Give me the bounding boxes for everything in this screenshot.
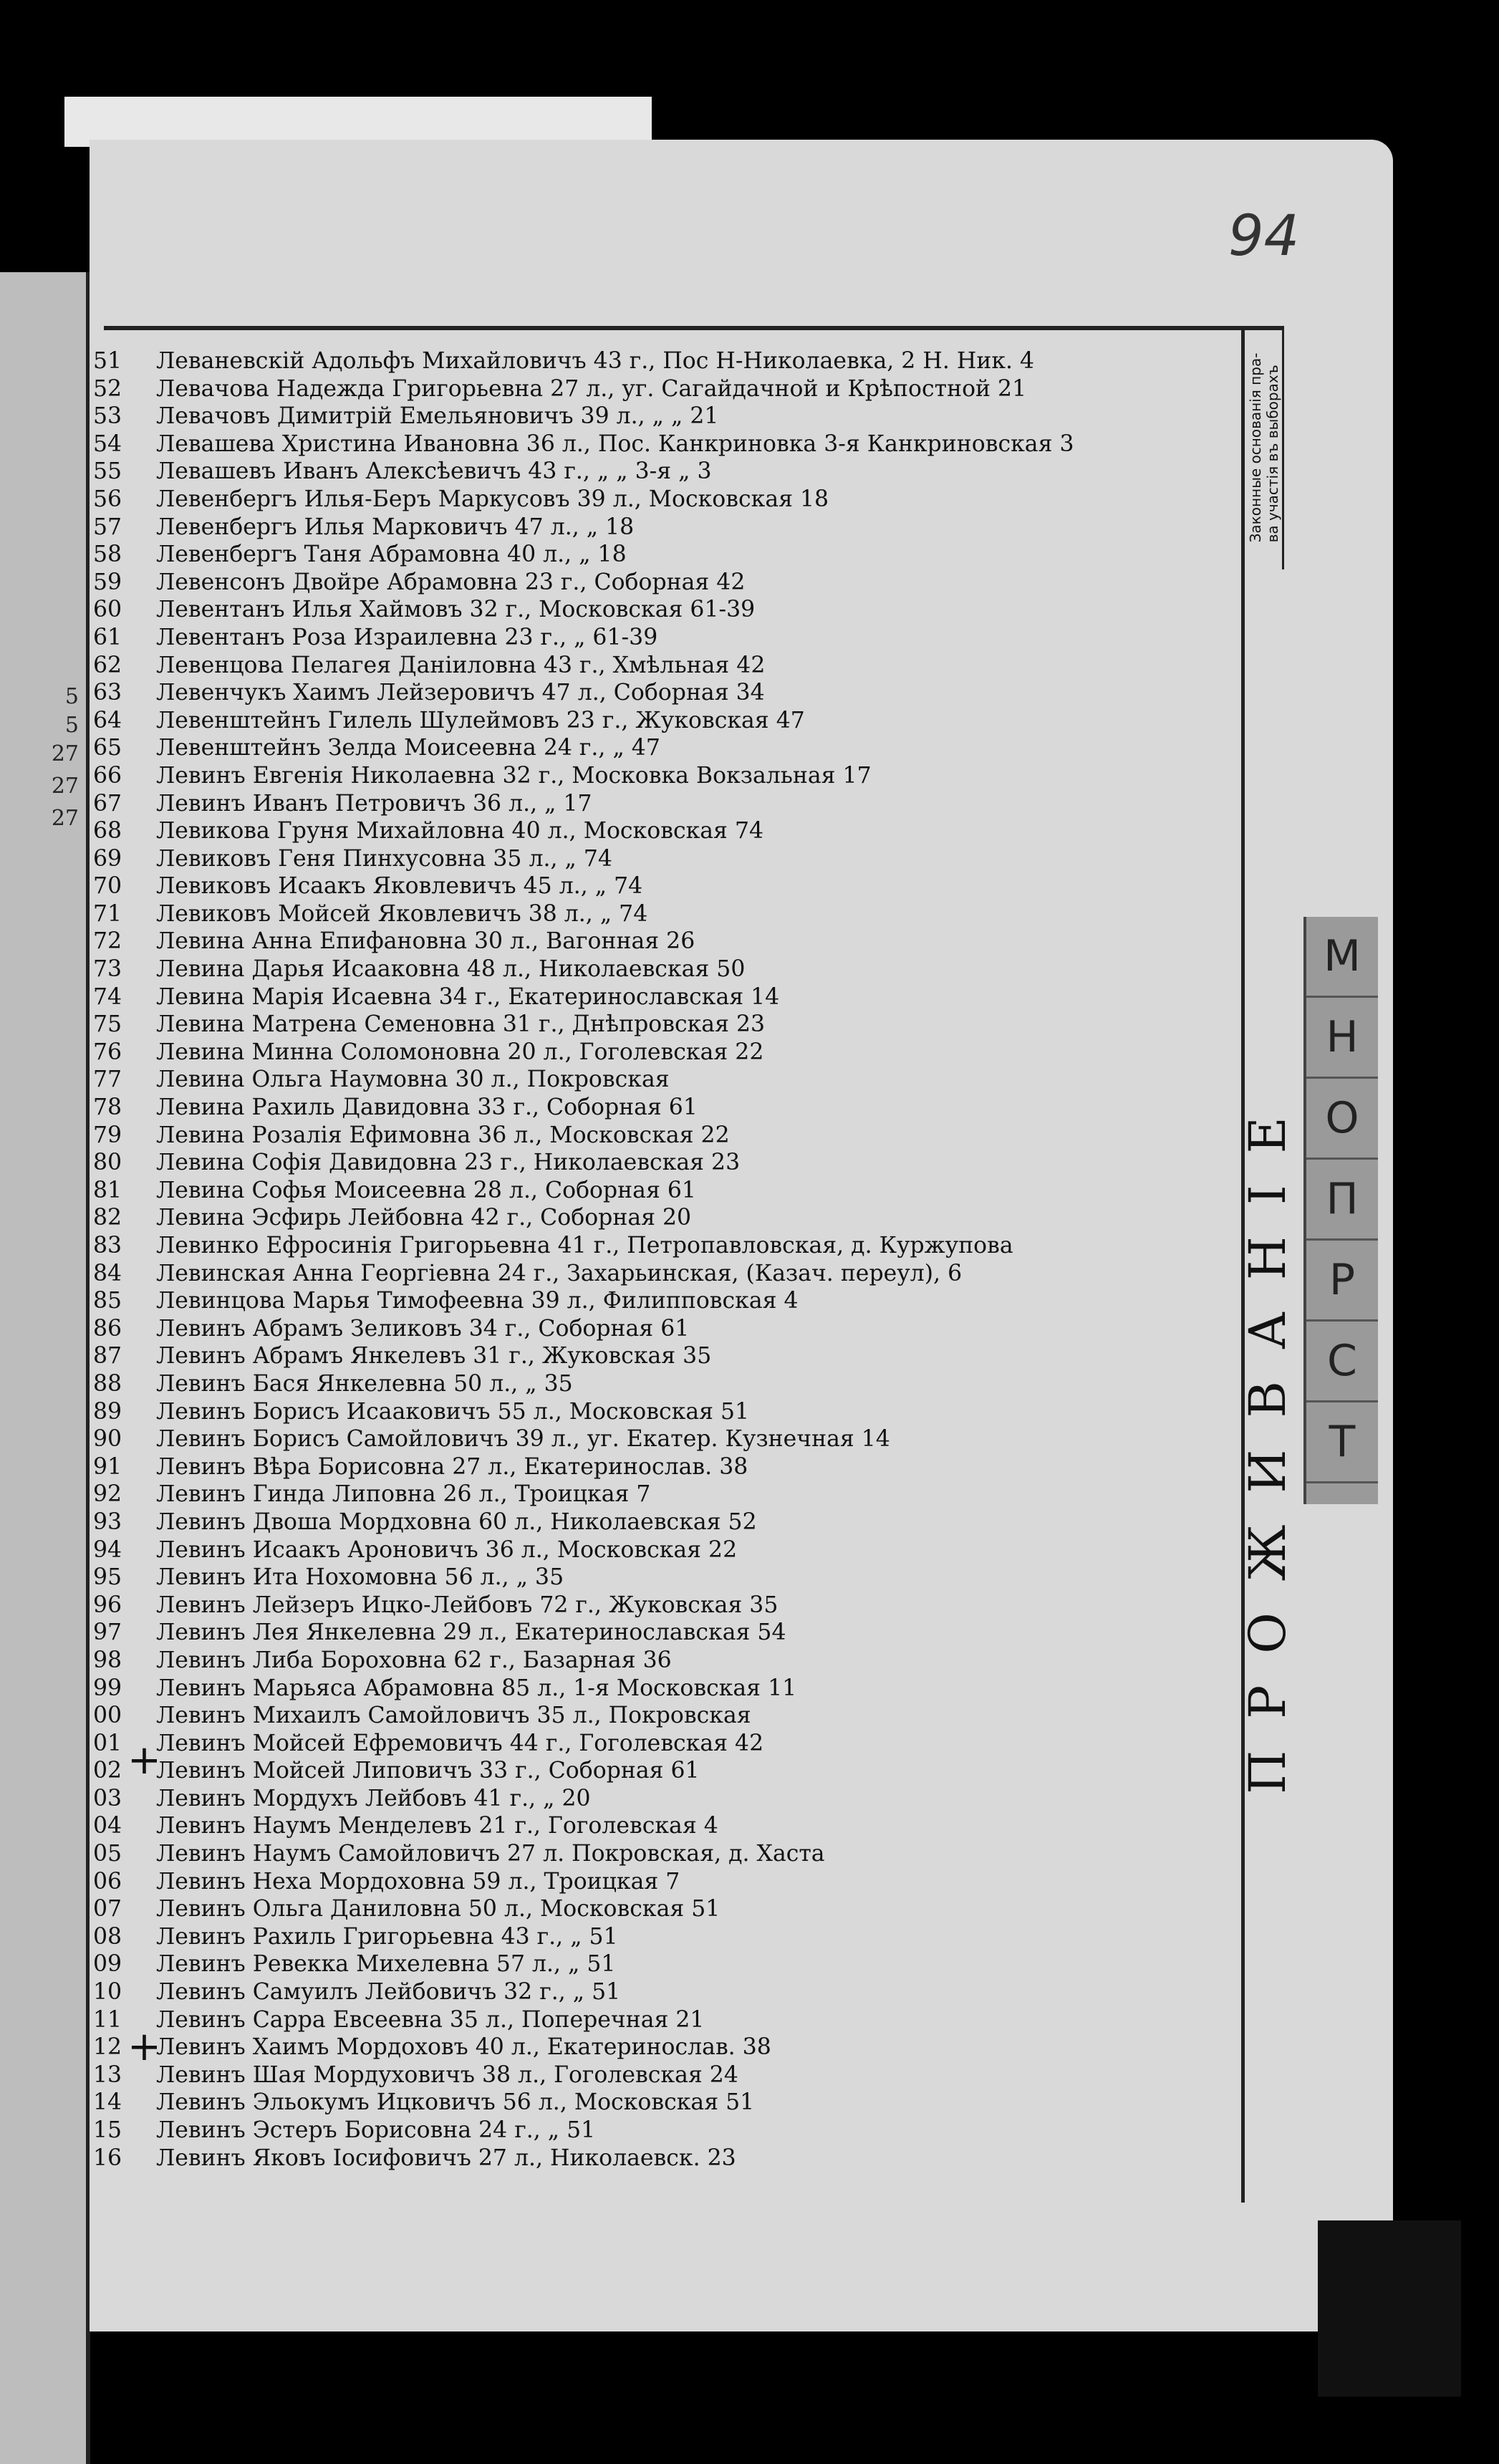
list-item xyxy=(93,1840,1239,1868)
entry-number: 75 xyxy=(93,1011,122,1038)
list-item xyxy=(93,1923,1239,1951)
handwritten-cross-mark: + xyxy=(127,2023,161,2070)
entry-number: 05 xyxy=(93,1841,122,1867)
entry-text: Левентанъ Роза Израилевна 23 г., „ 61-39 xyxy=(156,624,658,650)
index-tab: Т xyxy=(1306,1402,1378,1483)
list-item xyxy=(93,1342,1239,1370)
index-tab: Р xyxy=(1306,1241,1378,1322)
list-item xyxy=(93,872,1239,900)
entry-number: 86 xyxy=(93,1315,122,1342)
entry-text: Левинъ Наумъ Самойловичъ 27 л. Покровская, д. Хаста xyxy=(156,1841,825,1867)
entry-number: 80 xyxy=(93,1150,122,1176)
entry-text: Левинъ Эстеръ Борисовна 24 г., „ 51 xyxy=(156,2117,596,2143)
list-item xyxy=(93,1204,1239,1232)
entry-number: 84 xyxy=(93,1260,122,1286)
entry-text: Левенчукъ Хаимъ Лейзеровичъ 47 л., Соборная 34 xyxy=(156,680,765,706)
entry-text: Левинъ Мойсей Липовичъ 33 г., Соборная 61 xyxy=(156,1758,700,1784)
entry-number: 81 xyxy=(93,1177,122,1203)
entry-number: 02 xyxy=(93,1758,122,1784)
entry-text: Левина Ольга Наумовна 30 л., Покровская xyxy=(156,1067,670,1093)
list-item xyxy=(93,1149,1239,1177)
prev-page-number: 27 xyxy=(51,774,79,799)
entry-number: 77 xyxy=(93,1067,122,1093)
entry-number: 68 xyxy=(93,818,122,844)
entry-text: Левинская Анна Георгіевна 24 г., Захарьинская, (Казач. переул), 6 xyxy=(156,1260,963,1286)
entry-text: Левинъ Исаакъ Ароновичъ 36 л., Московская 22 xyxy=(156,1536,738,1563)
list-item xyxy=(93,1675,1239,1703)
entry-number: 54 xyxy=(93,430,122,457)
entry-number: 92 xyxy=(93,1481,122,1508)
list-item xyxy=(93,403,1239,430)
entry-text: Левина Матрена Семеновна 31 г., Днѣпровская 23 xyxy=(156,1011,766,1038)
entry-text: Левенбергъ Илья-Беръ Маркусовъ 39 л., Московская 18 xyxy=(156,486,829,512)
prev-page-number: 5 xyxy=(64,713,79,738)
entry-number: 91 xyxy=(93,1453,122,1480)
scan-dark-corner xyxy=(1318,2220,1461,2397)
entry-number: 94 xyxy=(93,1536,122,1563)
list-item xyxy=(93,734,1239,762)
entry-text: Левинъ Лейзеръ Ицко-Лейбовъ 72 г., Жуковская 35 xyxy=(156,1592,779,1618)
entry-text: Левачовъ Димитрій Емельяновичъ 39 л., „ „ 21 xyxy=(156,403,719,430)
list-item xyxy=(93,1950,1239,1978)
entry-number: 78 xyxy=(93,1094,122,1121)
entry-number: 03 xyxy=(93,1785,122,1811)
folio-number: 94 xyxy=(1228,204,1300,269)
entry-text: Левинъ Ревекка Михелевна 57 л., „ 51 xyxy=(156,1951,616,1978)
list-item xyxy=(93,2145,1239,2172)
entry-number: 93 xyxy=(93,1508,122,1535)
entry-number: 79 xyxy=(93,1122,122,1148)
list-item xyxy=(93,541,1239,569)
list-item xyxy=(93,624,1239,652)
entry-number: 57 xyxy=(93,514,122,540)
entry-number: 95 xyxy=(93,1564,122,1591)
list-item xyxy=(93,430,1239,458)
entry-text: Левинъ Ольга Даниловна 50 л., Московская 51 xyxy=(156,1896,720,1922)
list-item xyxy=(93,1481,1239,1508)
list-item xyxy=(93,817,1239,845)
index-tab: Н xyxy=(1306,998,1378,1079)
list-item xyxy=(93,1039,1239,1067)
entry-number: 90 xyxy=(93,1426,122,1453)
entry-text: Левинъ Иванъ Петровичъ 36 л., „ 17 xyxy=(156,790,592,817)
entry-number: 55 xyxy=(93,458,122,485)
list-item xyxy=(93,1619,1239,1647)
list-item xyxy=(93,1011,1239,1039)
column-header xyxy=(1246,329,1282,566)
list-item xyxy=(93,596,1239,624)
entry-text: Левинъ Самуилъ Лейбовичъ 32 г., „ 51 xyxy=(156,1979,621,2006)
entry-number: 82 xyxy=(93,1205,122,1231)
list-item xyxy=(93,1978,1239,2006)
list-item xyxy=(93,1398,1239,1426)
index-tab: О xyxy=(1306,1079,1378,1160)
entry-number: 63 xyxy=(93,680,122,706)
entry-text: Левенбергъ Илья Марковичъ 47 л., „ 18 xyxy=(156,514,635,540)
entry-text: Левинъ Евгенія Николаевна 32 г., Московка Вокзальная 17 xyxy=(156,762,872,789)
entry-number: 06 xyxy=(93,1868,122,1895)
entry-number: 04 xyxy=(93,1813,122,1839)
entry-text: Левинъ Борисъ Самойловичъ 39 л., уг. Екатер. Кузнечная 14 xyxy=(156,1426,890,1453)
list-item xyxy=(93,707,1239,735)
entry-text: Левинъ Эльокумъ Ицковичъ 56 л., Московская 51 xyxy=(156,2089,755,2116)
entry-number: 61 xyxy=(93,624,122,650)
entry-text: Левинъ Рахиль Григорьевна 43 г., „ 51 xyxy=(156,1923,618,1950)
list-item xyxy=(93,956,1239,983)
entry-text: Левина Софія Давидовна 23 г., Николаевская 23 xyxy=(156,1150,741,1176)
list-item xyxy=(93,1260,1239,1288)
entry-text: Левинъ Абрамъ Янкелевъ 31 г., Жуковская 35 xyxy=(156,1343,712,1370)
entry-number: 01 xyxy=(93,1730,122,1756)
list-item xyxy=(93,1647,1239,1675)
list-item xyxy=(93,1370,1239,1398)
entry-text: Левенцова Пелагея Даніиловна 43 г., Хмѣльная 42 xyxy=(156,652,766,678)
list-item xyxy=(93,1177,1239,1205)
list-item xyxy=(93,2006,1239,2034)
index-tab: П xyxy=(1306,1160,1378,1241)
entry-text: Левинъ Гинда Липовна 26 л., Троицкая 7 xyxy=(156,1481,651,1508)
entry-number: 87 xyxy=(93,1343,122,1370)
entry-number: 65 xyxy=(93,735,122,761)
prev-page-number: 27 xyxy=(51,741,79,766)
column-header-line-1: Законные основанія пра- xyxy=(1247,352,1264,543)
entry-text: Левикова Груня Михайловна 40 л., Московская 74 xyxy=(156,818,764,844)
entry-text: Левинъ Абрамъ Зеликовъ 34 г., Соборная 61 xyxy=(156,1315,690,1342)
entry-text: Левина Марія Исаевна 34 г., Екатеринославская 14 xyxy=(156,983,780,1010)
column-header-text xyxy=(1247,353,1281,543)
list-item xyxy=(93,1757,1239,1785)
entry-number: 14 xyxy=(93,2089,122,2116)
entry-number: 07 xyxy=(93,1896,122,1922)
header-rule xyxy=(104,326,1282,330)
list-item xyxy=(93,514,1239,542)
entry-number: 53 xyxy=(93,403,122,430)
entry-number: 98 xyxy=(93,1647,122,1673)
entry-number: 60 xyxy=(93,597,122,623)
entry-number: 08 xyxy=(93,1923,122,1950)
entry-number: 11 xyxy=(93,2006,122,2033)
list-item xyxy=(93,1425,1239,1453)
list-item xyxy=(93,486,1239,514)
entry-text: Левинъ Неха Мордоховна 59 л., Троицкая 7 xyxy=(156,1868,680,1895)
entry-text: Левинъ Ита Нохомовна 56 л., „ 35 xyxy=(156,1564,564,1591)
entry-text: Левинцова Марья Тимофеевна 39 л., Филипповская 4 xyxy=(156,1288,799,1314)
list-item xyxy=(93,1564,1239,1592)
list-item xyxy=(93,1785,1239,1813)
entry-text: Левина Рахиль Давидовна 33 г., Соборная 61 xyxy=(156,1094,698,1121)
entry-text: Левина Минна Соломоновна 20 л., Гоголевская 22 xyxy=(156,1039,764,1065)
entry-text: Левинъ Бася Янкелевна 50 л., „ 35 xyxy=(156,1370,573,1397)
entry-number: 56 xyxy=(93,486,122,512)
entry-number: 16 xyxy=(93,2145,122,2171)
entry-text: Левинъ Либа Бороховна 62 г., Базарная 36 xyxy=(156,1647,672,1673)
list-item xyxy=(93,1895,1239,1923)
entry-number: 97 xyxy=(93,1620,122,1646)
list-item xyxy=(93,1812,1239,1840)
entry-number: 09 xyxy=(93,1951,122,1978)
previous-page-edge xyxy=(0,272,90,2464)
list-item xyxy=(93,652,1239,680)
entry-number: 89 xyxy=(93,1398,122,1425)
list-item xyxy=(93,1122,1239,1150)
list-item xyxy=(93,2061,1239,2089)
entry-text: Леваневскій Адольфъ Михайловичъ 43 г., Пос Н-Николаевка, 2 Н. Ник. 4 xyxy=(156,348,1035,374)
list-item xyxy=(93,2034,1239,2061)
list-item xyxy=(93,679,1239,707)
entry-text: Левина Софья Моисеевна 28 л., Соборная 61 xyxy=(156,1177,696,1203)
list-item xyxy=(93,1315,1239,1343)
entry-number: 12 xyxy=(93,2034,122,2061)
list-item xyxy=(93,1730,1239,1758)
entry-text: Левинъ Сарра Евсеевна 35 л., Поперечная 21 xyxy=(156,2006,705,2033)
column-header-line-2: ва участія въ выборахъ xyxy=(1264,365,1281,543)
entry-text: Левинъ Яковъ Іосифовичъ 27 л., Николаевск. 23 xyxy=(156,2145,736,2171)
entry-text: Левашева Христина Ивановна 36 л., Пос. Канкриновка 3-я Канкриновская 3 xyxy=(156,430,1074,457)
entry-number: 13 xyxy=(93,2061,122,2088)
entry-text: Левина Анна Епифановна 30 л., Вагонная 26 xyxy=(156,928,695,955)
list-item xyxy=(93,347,1239,375)
entry-text: Левенштейнъ Зелда Моисеевна 24 г., „ 47 xyxy=(156,735,660,761)
column-rule-right xyxy=(1282,326,1284,569)
entry-text: Левинъ Наумъ Менделевъ 21 г., Гоголевская 4 xyxy=(156,1813,718,1839)
index-tabs xyxy=(1303,917,1378,1504)
entry-number: 59 xyxy=(93,569,122,595)
list-item xyxy=(93,1592,1239,1620)
entry-number: 69 xyxy=(93,845,122,872)
entry-text: Левинъ Хаимъ Мордоховъ 40 л., Екатеринослав. 38 xyxy=(156,2034,771,2061)
entry-number: 66 xyxy=(93,762,122,789)
list-item xyxy=(93,1453,1239,1481)
entry-text: Левина Розалія Ефимовна 36 л., Московская 22 xyxy=(156,1122,730,1148)
entry-text: Левинъ Лея Янкелевна 29 л., Екатеринославская 54 xyxy=(156,1620,786,1646)
list-item xyxy=(93,790,1239,818)
entry-number: 73 xyxy=(93,956,122,983)
entry-text: Левиковъ Геня Пинхусовна 35 л., „ 74 xyxy=(156,845,612,872)
handwritten-cross-mark: + xyxy=(127,1737,161,1784)
entry-text: Левина Эсфирь Лейбовна 42 г., Соборная 20 xyxy=(156,1205,692,1231)
list-item xyxy=(93,1508,1239,1536)
list-item xyxy=(93,569,1239,597)
entry-text: Левинъ Шая Мордуховичъ 38 л., Гоголевская 24 xyxy=(156,2061,738,2088)
list-item xyxy=(93,1094,1239,1122)
list-item xyxy=(93,2117,1239,2145)
entry-text: Левенсонъ Двойре Абрамовна 23 г., Соборная 42 xyxy=(156,569,746,595)
list-item xyxy=(93,1287,1239,1315)
entry-number: 67 xyxy=(93,790,122,817)
entry-number: 64 xyxy=(93,707,122,733)
list-item xyxy=(93,2089,1239,2117)
entry-number: 85 xyxy=(93,1288,122,1314)
list-item xyxy=(93,928,1239,956)
entry-text: Левенбергъ Таня Абрамовна 40 л., „ 18 xyxy=(156,542,627,568)
entry-number: 58 xyxy=(93,542,122,568)
entry-number: 00 xyxy=(93,1703,122,1729)
entry-text: Левинъ Михаилъ Самойловичъ 35 л., Покровская xyxy=(156,1703,751,1729)
list-item xyxy=(93,1702,1239,1730)
entry-number: 10 xyxy=(93,1979,122,2006)
entry-text: Левашевъ Иванъ Алексѣевичъ 43 г., „ „ 3-я „ 3 xyxy=(156,458,712,485)
entry-number: 51 xyxy=(93,348,122,374)
entry-number: 88 xyxy=(93,1370,122,1397)
entry-text: Левиковъ Мойсей Яковлевичъ 38 л., „ 74 xyxy=(156,900,648,927)
entry-number: 76 xyxy=(93,1039,122,1065)
voter-list xyxy=(93,347,1239,2172)
entry-number: 70 xyxy=(93,873,122,900)
entry-number: 62 xyxy=(93,652,122,678)
entry-number: 99 xyxy=(93,1675,122,1701)
entry-number: 71 xyxy=(93,900,122,927)
entry-text: Левина Дарья Исааковна 48 л., Николаевская 50 xyxy=(156,956,746,983)
list-item xyxy=(93,762,1239,790)
entry-number: 15 xyxy=(93,2117,122,2143)
entry-number: 72 xyxy=(93,928,122,955)
list-item xyxy=(93,900,1239,928)
list-item xyxy=(93,1232,1239,1260)
entry-text: Левинъ Мойсей Ефремовичъ 44 г., Гоголевская 42 xyxy=(156,1730,764,1756)
prev-page-number: 27 xyxy=(51,806,79,831)
entry-text: Левиковъ Исаакъ Яковлевичъ 45 л., „ 74 xyxy=(156,873,643,900)
section-title-text: ПРОЖИВАНІЕ xyxy=(1238,1085,1297,1794)
entry-number: 74 xyxy=(93,983,122,1010)
list-item xyxy=(93,1536,1239,1564)
entry-text: Левачова Надежда Григорьевна 27 л., уг. Сагайдачной и Крѣпостной 21 xyxy=(156,375,1027,402)
entry-text: Левенштейнъ Гилель Шулеймовъ 23 г., Жуковская 47 xyxy=(156,707,805,733)
entry-text: Левинъ Двоша Мордховна 60 л., Николаевская 52 xyxy=(156,1508,757,1535)
index-tab: М xyxy=(1306,917,1378,998)
entry-text: Левинъ Мордухъ Лейбовъ 41 г., „ 20 xyxy=(156,1785,591,1811)
section-title xyxy=(1239,860,1296,2020)
index-tab: С xyxy=(1306,1322,1378,1402)
list-item xyxy=(93,1066,1239,1094)
list-item xyxy=(93,458,1239,486)
entry-text: Левинъ Борисъ Исааковичъ 55 л., Московская 51 xyxy=(156,1398,750,1425)
entry-number: 83 xyxy=(93,1233,122,1259)
entry-text: Левинко Ефросинія Григорьевна 41 г., Петропавловская, д. Куржупова xyxy=(156,1233,1013,1259)
entry-text: Левинъ Вѣра Борисовна 27 л., Екатеринослав. 38 xyxy=(156,1453,748,1480)
entry-number: 96 xyxy=(93,1592,122,1618)
list-item xyxy=(93,983,1239,1011)
prev-page-number: 5 xyxy=(64,684,79,709)
list-item xyxy=(93,845,1239,873)
entry-number: 52 xyxy=(93,375,122,402)
list-item xyxy=(93,1868,1239,1896)
list-item xyxy=(93,375,1239,403)
entry-text: Левинъ Марьяса Абрамовна 85 л., 1-я Московская 11 xyxy=(156,1675,797,1701)
entry-text: Левентанъ Илья Хаймовъ 32 г., Московская 61-39 xyxy=(156,597,756,623)
